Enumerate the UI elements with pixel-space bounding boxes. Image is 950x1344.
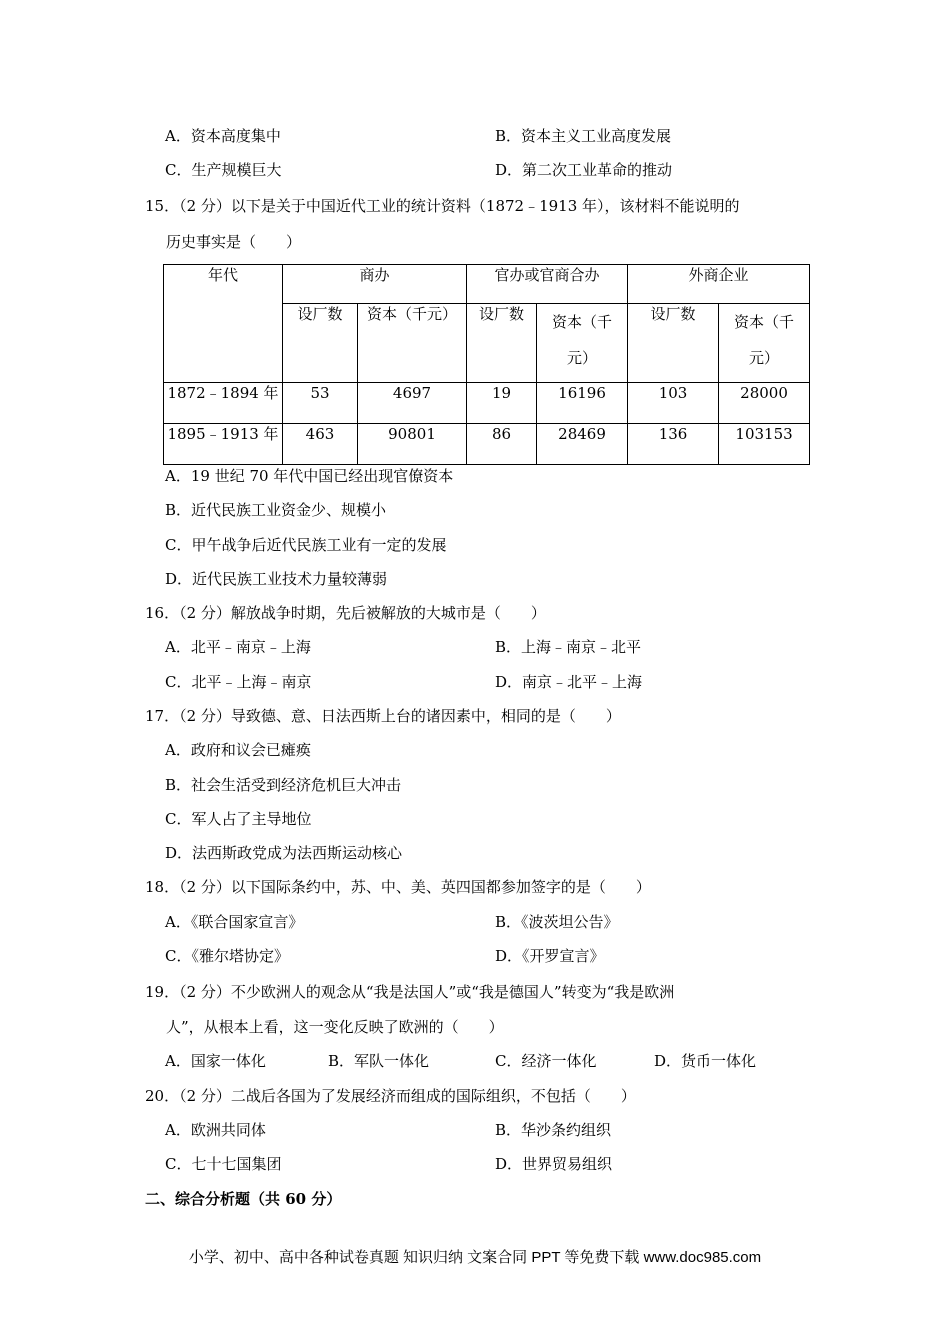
table-cell: 28000 [719, 383, 810, 424]
subheader-count: 设厂数 [283, 304, 358, 383]
table-cell: 53 [283, 383, 358, 424]
q16-option-b: B．上海﹣南京﹣北平 [495, 638, 642, 656]
table-cell: 103153 [719, 424, 810, 465]
q15-option-c: C．甲午战争后近代民族工业有一定的发展 [165, 536, 447, 554]
table-cell: 1895﹣1913 年 [164, 424, 283, 465]
table-cell: 136 [628, 424, 719, 465]
q19-stem-line1: 19．（2 分）不少欧洲人的观念从“我是法国人”或“我是德国人”转变为“我是欧洲 [145, 983, 675, 1001]
industry-statistics-table [163, 264, 810, 465]
section-title: 二、综合分析题（共 60 分） [145, 1190, 342, 1208]
table-cell: 4697 [358, 383, 467, 424]
q17-stem: 17．（2 分）导致德、意、日法西斯上台的诸因素中，相同的是（ ） [145, 707, 621, 725]
header-official: 官办或官商合办 [467, 265, 628, 304]
q18-stem: 18．（2 分）以下国际条约中，苏、中、美、英四国都参加签字的是（ ） [145, 878, 651, 896]
q18-option-a: A．《联合国家宣言》 [165, 913, 304, 931]
subheader-capital: 资本（千 元） [537, 304, 628, 383]
q20-stem: 20．（2 分）二战后各国为了发展经济而组成的国际组织，不包括（ ） [145, 1087, 636, 1105]
subheader-count: 设厂数 [467, 304, 537, 383]
q16-option-c: C．北平﹣上海﹣南京 [165, 673, 312, 691]
q14-option-c: C．生产规模巨大 [165, 161, 282, 179]
table-cell: 90801 [358, 424, 467, 465]
subheader-count: 设厂数 [628, 304, 719, 383]
q17-option-a: A．政府和议会已瘫痪 [165, 741, 311, 759]
table-cell: 28469 [537, 424, 628, 465]
table-cell: 103 [628, 383, 719, 424]
q19-stem-line2: 人”，从根本上看，这一变化反映了欧洲的（ ） [166, 1018, 504, 1036]
table-cell: 16196 [537, 383, 628, 424]
q18-option-c: C．《雅尔塔协定》 [165, 947, 289, 965]
table-row [164, 424, 810, 465]
q15-stem-line1: 15．（2 分）以下是关于中国近代工业的统计资料（1872﹣1913 年），该材料不能说明的 [145, 197, 740, 215]
table-row [164, 383, 810, 424]
subheader-capital: 资本（千 元） [719, 304, 810, 383]
q20-option-c: C．七十七国集团 [165, 1155, 282, 1173]
header-foreign: 外商企业 [628, 265, 810, 304]
q15-option-a: A．19 世纪 70 年代中国已经出现官僚资本 [165, 467, 454, 485]
subheader-capital: 资本（千元） [358, 304, 467, 383]
q19-option-c: C．经济一体化 [495, 1052, 597, 1070]
q19-option-d: D．货币一体化 [654, 1052, 757, 1070]
q15-stem-line2: 历史事实是（ ） [166, 233, 302, 251]
q20-option-b: B．华沙条约组织 [495, 1121, 612, 1139]
table-cell: 463 [283, 424, 358, 465]
q19-option-b: B．军队一体化 [328, 1052, 430, 1070]
q15-option-d: D．近代民族工业技术力量较薄弱 [165, 570, 388, 588]
page-footer: 小学、初中、高中各种试卷真题 知识归纳 文案合同 PPT 等免费下载 www.doc985.com [188, 1249, 762, 1266]
q17-option-c: C．军人占了主导地位 [165, 810, 312, 828]
table-cell: 19 [467, 383, 537, 424]
q16-stem: 16．（2 分）解放战争时期，先后被解放的大城市是（ ） [145, 604, 546, 622]
q14-option-a: A．资本高度集中 [165, 127, 281, 145]
header-era: 年代 [164, 265, 283, 383]
header-private: 商办 [283, 265, 467, 304]
q17-option-d: D．法西斯政党成为法西斯运动核心 [165, 844, 403, 862]
q16-option-a: A．北平﹣南京﹣上海 [165, 638, 311, 656]
q18-option-d: D．《开罗宣言》 [495, 947, 605, 965]
q14-option-d: D．第二次工业革命的推动 [495, 161, 673, 179]
q20-option-d: D．世界贸易组织 [495, 1155, 613, 1173]
table-cell: 86 [467, 424, 537, 465]
q17-option-b: B．社会生活受到经济危机巨大冲击 [165, 776, 402, 794]
q14-option-b: B．资本主义工业高度发展 [495, 127, 672, 145]
q16-option-d: D．南京﹣北平﹣上海 [495, 673, 643, 691]
q19-option-a: A．国家一体化 [165, 1052, 266, 1070]
q18-option-b: B．《波茨坦公告》 [495, 913, 619, 931]
q20-option-a: A．欧洲共同体 [165, 1121, 266, 1139]
q15-option-b: B．近代民族工业资金少、规模小 [165, 501, 387, 519]
table-cell: 1872﹣1894 年 [164, 383, 283, 424]
